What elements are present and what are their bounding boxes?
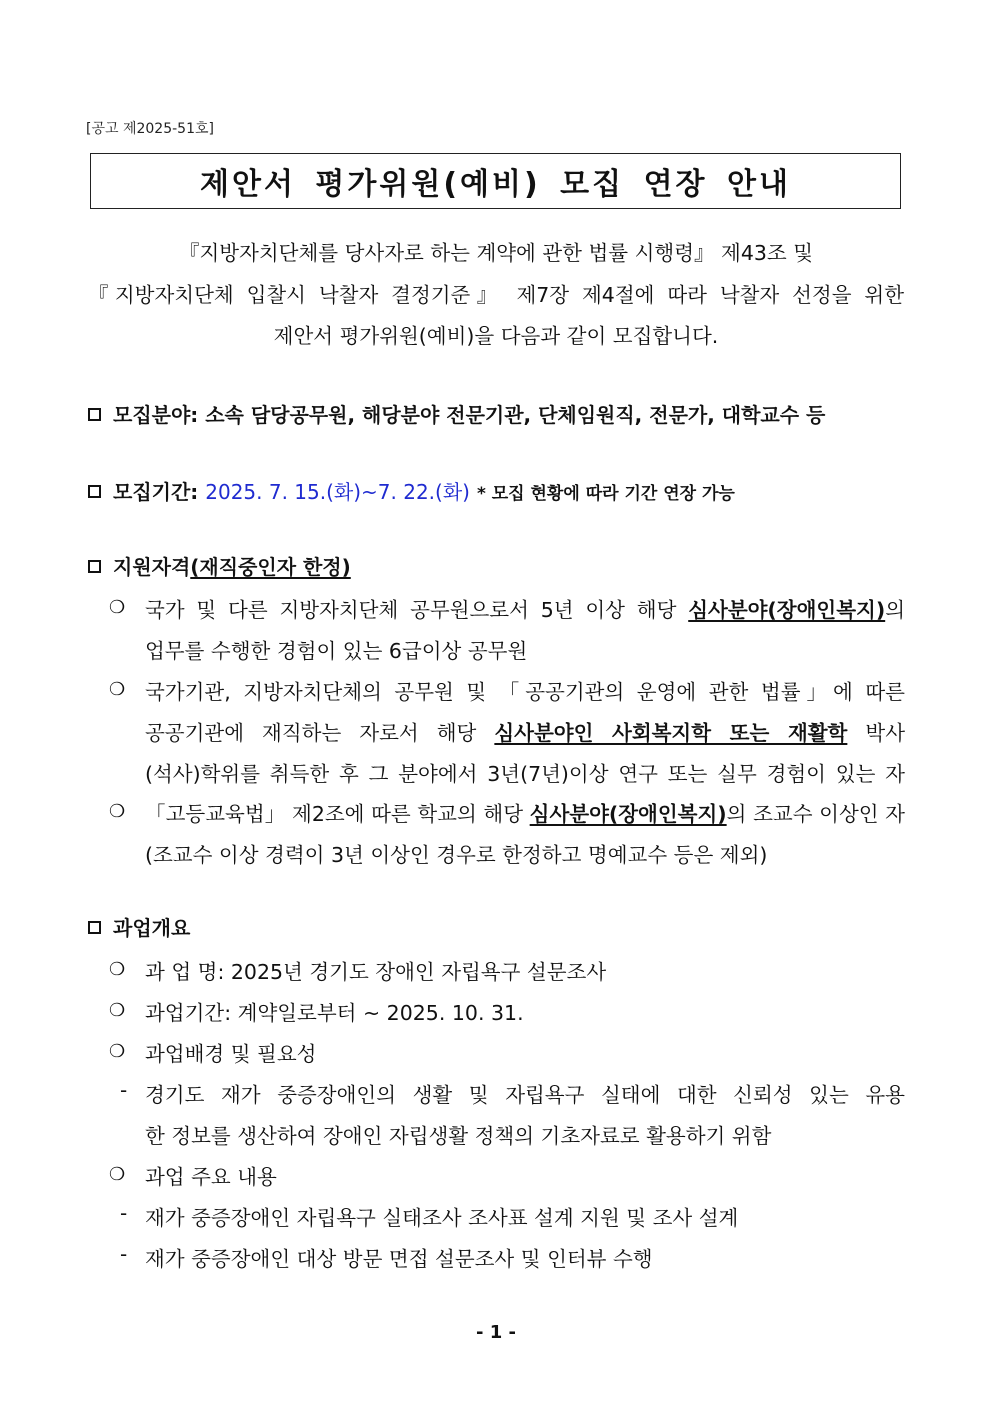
project-background-line-2: 한 정보를 생산하여 장애인 자립생활 정책의 기초자료로 활용하기 위함 — [145, 1124, 772, 1148]
section-eligibility — [88, 551, 351, 580]
intro-line-1: 『지방자치단체를 당사자로 하는 계약에 관한 법률 시행령』 제43조 및 — [178, 241, 814, 265]
eligibility-item-3-line-1 — [145, 797, 905, 827]
dash-bullet: - — [120, 1242, 128, 1266]
circle-bullet-icon: ❍ — [109, 801, 126, 822]
section-recruit-period — [88, 476, 735, 505]
section-recruit-field — [88, 399, 825, 428]
circle-bullet-icon: ❍ — [109, 679, 126, 700]
project-name: 과 업 명: 2025년 경기도 장애인 자립욕구 설문조사 — [145, 960, 607, 984]
project-background-heading: 과업배경 및 필요성 — [145, 1042, 317, 1066]
eligibility-restriction: (재직중인자 한정) — [190, 555, 351, 579]
project-heading: 과업개요 — [113, 916, 191, 940]
section-project-overview — [88, 912, 190, 941]
text-segment: 의 — [885, 598, 905, 622]
dash-bullet: - — [120, 1201, 128, 1225]
text-segment: 「고등교육법」 제2조에 따른 학교의 해당 — [145, 802, 530, 826]
circle-bullet-icon: ❍ — [109, 1000, 126, 1021]
checkbox-bullet-icon — [88, 921, 101, 934]
recruit-period-note: * 모집 현황에 따라 기간 연장 가능 — [476, 484, 735, 504]
recruit-field-heading: 모집분야: 소속 담당공무원, 해당분야 전문기관, 단체임원직, 전문가, 대학교수 등 — [113, 403, 826, 427]
recruit-period-dates: 2025. 7. 15.(화)~7. 22.(화) — [205, 480, 470, 504]
review-field-underlined: 심사분야(장애인복지) — [688, 598, 886, 622]
eligibility-label: 지원자격 — [113, 555, 191, 579]
title-box — [90, 153, 901, 209]
circle-bullet-icon: ❍ — [109, 1164, 126, 1185]
checkbox-bullet-icon — [88, 485, 101, 498]
eligibility-item-2-line-3: (석사)학위를 취득한 후 그 분야에서 3년(7년)이상 연구 또는 실무 경험이 있는 자 — [145, 762, 905, 786]
project-period: 과업기간: 계약일로부터 ~ 2025. 10. 31. — [145, 1001, 524, 1025]
intro-line-3: 제안서 평가위원(예비)을 다음과 같이 모집합니다. — [273, 324, 719, 348]
checkbox-bullet-icon — [88, 408, 101, 421]
eligibility-item-2-line-2 — [145, 716, 905, 746]
eligibility-item-3-line-2: (조교수 이상 경력이 3년 이상인 경우로 한정하고 명예교수 등은 제외) — [145, 843, 768, 867]
eligibility-item-1-line-1 — [145, 593, 905, 623]
project-contents-heading: 과업 주요 내용 — [145, 1165, 277, 1189]
checkbox-bullet-icon — [88, 560, 101, 573]
dash-bullet: - — [120, 1078, 128, 1102]
intro-line-2: 『지방자치단체 입찰시 낙찰자 결정기준』 제7장 제4절에 따라 낙찰자 선정을 위한 — [88, 283, 904, 307]
eligibility-item-1-line-2: 업무를 수행한 경험이 있는 6급이상 공무원 — [145, 639, 528, 663]
text-segment: 국가 및 다른 지방자치단체 공무원으로서 5년 이상 해당 — [145, 598, 689, 622]
text-segment: 공공기관에 재직하는 자로서 해당 — [145, 721, 495, 745]
page-number: - 1 - — [476, 1322, 516, 1343]
text-segment: 박사 — [847, 721, 905, 745]
notice-number: [공고 제2025-51호] — [86, 121, 214, 137]
circle-bullet-icon: ❍ — [109, 597, 126, 618]
recruit-period-label: 모집기간: — [113, 480, 199, 504]
review-field-underlined: 심사분야(장애인복지) — [529, 802, 727, 826]
review-field-underlined: 심사분야인 사회복지학 또는 재활학 — [494, 721, 848, 745]
project-contents-2: 재가 중증장애인 대상 방문 면접 설문조사 및 인터뷰 수행 — [145, 1247, 653, 1271]
project-background-line-1: 경기도 재가 중증장애인의 생활 및 자립욕구 실태에 대한 신뢰성 있는 유용 — [145, 1083, 905, 1107]
page-title: 제안서 평가위원(예비) 모집 연장 안내 — [200, 167, 791, 202]
circle-bullet-icon: ❍ — [109, 1041, 126, 1062]
circle-bullet-icon: ❍ — [109, 959, 126, 980]
project-contents-1: 재가 중증장애인 자립욕구 실태조사 조사표 설계 지원 및 조사 설계 — [145, 1206, 739, 1230]
eligibility-item-2-line-1: 국가기관, 지방자치단체의 공무원 및 「공공기관의 운영에 관한 법률」에 따른 — [145, 680, 905, 704]
text-segment: 의 조교수 이상인 자 — [726, 802, 905, 826]
